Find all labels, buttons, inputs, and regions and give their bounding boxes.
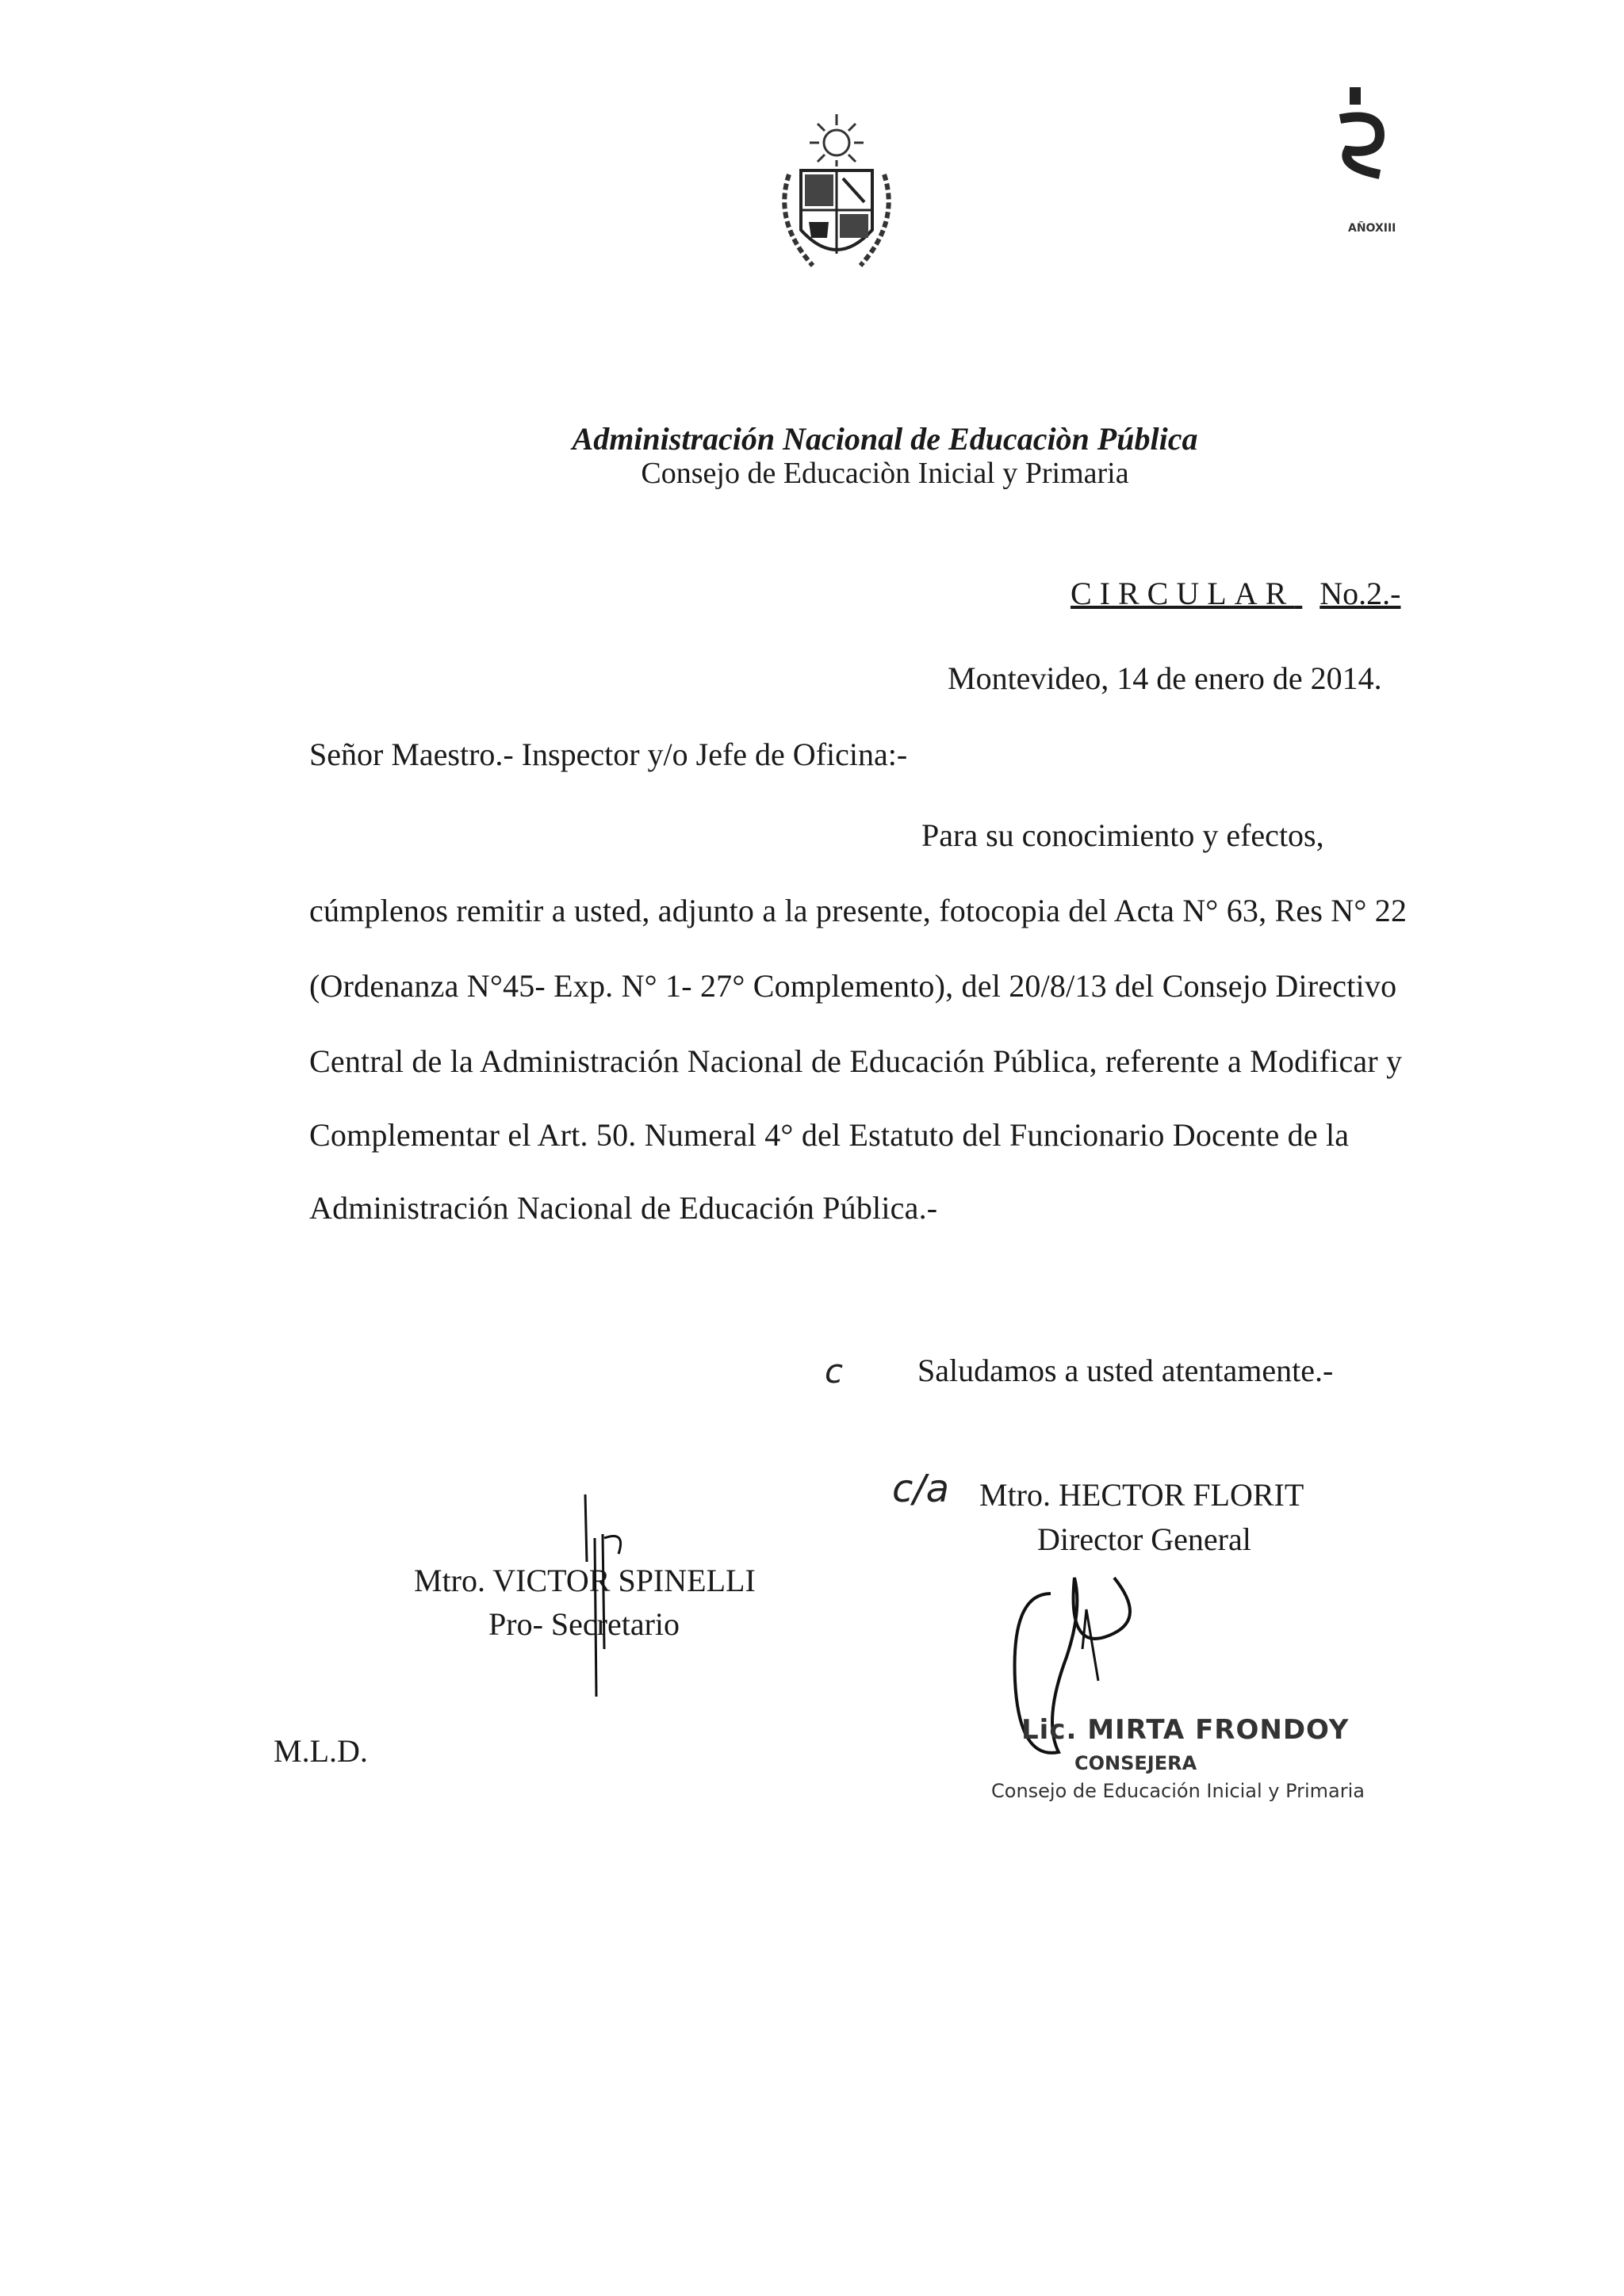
stamp-title: CONSEJERA — [1074, 1752, 1197, 1774]
handwritten-mark-ca: c/a — [892, 1467, 949, 1511]
logo-caption: AÑOXIII — [1348, 222, 1396, 235]
coat-of-arms-seal — [765, 111, 908, 285]
right-signatory-name: Mtro. HECTOR FLORIT — [979, 1477, 1304, 1513]
circular-heading — [1071, 575, 1400, 612]
body-line: cúmplenos remitir a usted, adjunto a la presente, fotocopia del Acta N° 63, Res N° 22 — [309, 893, 1408, 928]
right-signatory-title: Director General — [1037, 1521, 1251, 1557]
salutation: Señor Maestro.- Inspector y/o Jefe de Oficina:- — [309, 737, 908, 772]
left-signature-drawing — [571, 1490, 650, 1705]
institution-logo — [1316, 87, 1411, 246]
org-subtitle: Consejo de Educaciòn Inicial y Primaria — [641, 457, 1129, 490]
date-line: Montevideo, 14 de enero de 2014. — [948, 660, 1382, 696]
closing: Saludamos a usted atentamente.- — [917, 1353, 1334, 1388]
logo-mark-icon — [1332, 87, 1396, 190]
body-line: (Ordenanza N°45- Exp. N° 1- 27° Complemento), del 20/8/13 del Consejo Directivo — [309, 968, 1397, 1004]
stamp-name: Lic. MIRTA FRONDOY — [1021, 1714, 1350, 1746]
body-line: Para su conocimiento y efectos, — [921, 817, 1324, 853]
handwritten-mark-c: c — [825, 1352, 844, 1391]
left-signatory-title: Pro- Secretario — [488, 1606, 680, 1642]
left-signatory-name: Mtro. VICTOR SPINELLI — [414, 1563, 756, 1598]
coat-of-arms-icon — [765, 111, 908, 285]
stamp-org: Consejo de Educación Inicial y Primaria — [991, 1780, 1365, 1802]
body-line: Administración Nacional de Educación Pública.- — [309, 1190, 938, 1226]
typist-initials: M.L.D. — [274, 1733, 368, 1769]
body-line: Central de la Administración Nacional de Educación Pública, referente a Modificar y — [309, 1043, 1403, 1079]
circular-number: No.2.- — [1320, 576, 1401, 611]
org-title: Administración Nacional de Educaciòn Pública — [572, 421, 1198, 457]
circular-title: CIRCULAR — [1071, 576, 1295, 611]
body-line: Complementar el Art. 50. Numeral 4° del Estatuto del Funcionario Docente de la — [309, 1117, 1350, 1153]
